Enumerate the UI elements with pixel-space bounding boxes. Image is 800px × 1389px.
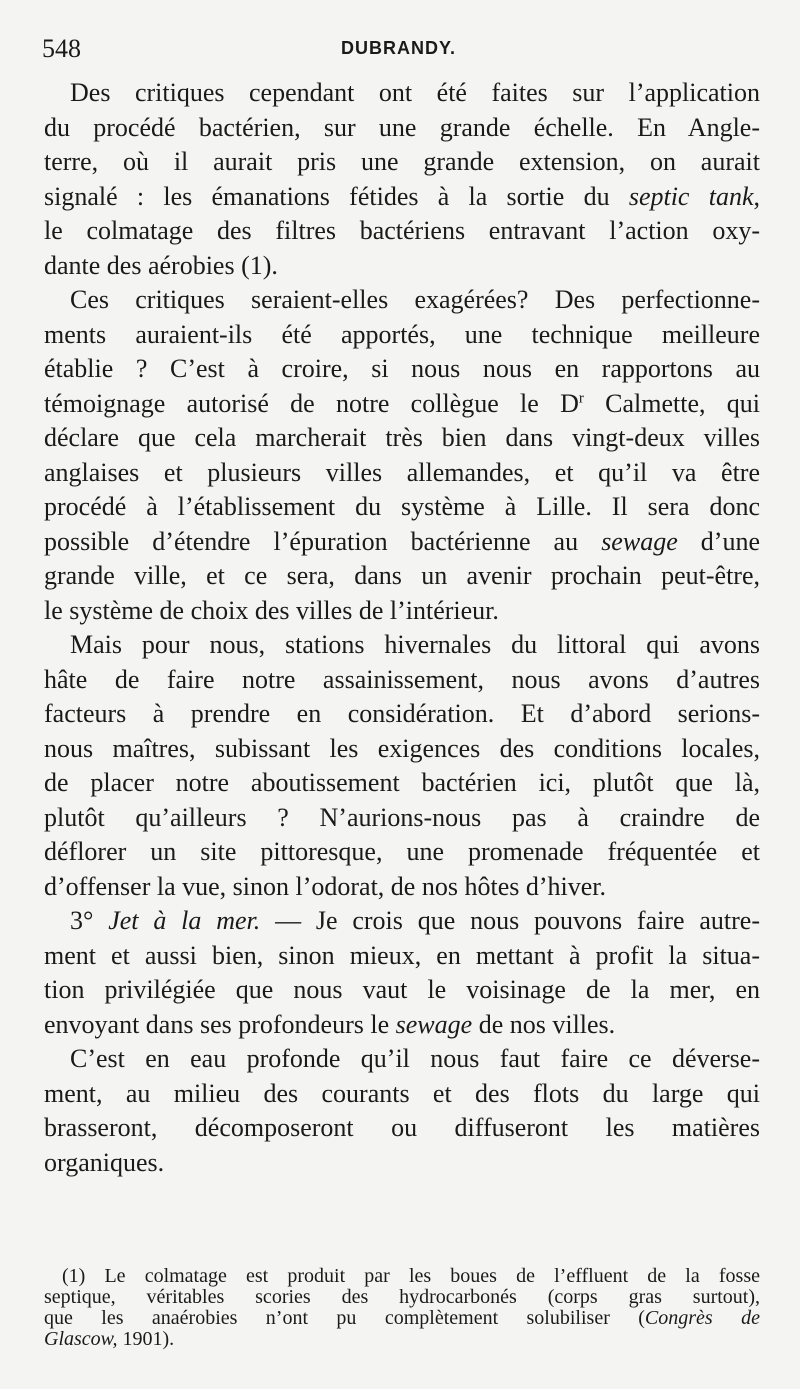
text-line: tion privilégiée que nous vaut le voisinage de la mer, en [44, 975, 760, 1004]
paragraph [44, 283, 760, 628]
text-line: anglaises et plusieurs villes allemandes, et qu’il va être [44, 457, 760, 487]
running-head: DUBRANDY. [340, 38, 456, 58]
text-line: déflorer un site pittoresque, une promenade fréquentée et [44, 837, 760, 866]
paragraph [44, 1042, 760, 1180]
text-line: Ces critiques seraient-elles exagérées? Des perfectionne- [70, 285, 760, 314]
footnote-line: que les anaérobies n’ont pu complètement solubiliser (Congrès de [44, 1307, 760, 1329]
text-line: le système de choix des villes de l’intérieur. [44, 595, 499, 625]
text-line: 3° Jet à la mer. — Je crois que nous pouvons faire autre- [70, 906, 760, 935]
text-line: le colmatage des filtres bactériens entravant l’action oxy- [44, 216, 760, 245]
text-line: de placer notre aboutissement bactérien ici, plutôt que là, [44, 768, 760, 797]
paragraph [44, 904, 760, 1042]
text-line: d’offenser la vue, sinon l’odorat, de nos hôtes d’hiver. [44, 871, 606, 901]
body-text [44, 76, 760, 1180]
text-line: envoyant dans ses profondeurs le sewage de nos villes. [44, 1009, 616, 1039]
text-line: procédé à l’établissement du système à Lille. Il sera donc [44, 492, 760, 521]
text-line: signalé : les émanations fétides à la sortie du septic tank, [44, 181, 760, 211]
footnote [44, 1266, 760, 1350]
text-line: organiques. [44, 1147, 165, 1177]
text-line: Des critiques cependant ont été faites sur l’application [70, 78, 760, 107]
paragraph [44, 76, 760, 283]
text-line: du procédé bactérien, sur une grande échelle. En Angle- [44, 112, 760, 142]
text-line: plutôt qu’ailleurs ? N’aurions-nous pas à craindre de [44, 802, 760, 832]
footnote-line: (1) Le colmatage est produit par les boues de l’effluent de la fosse [62, 1265, 760, 1287]
paragraph [44, 628, 760, 904]
page-number: 548 [42, 34, 81, 63]
text-line: dante des aérobies (1). [44, 250, 278, 280]
text-line: établie ? C’est à croire, si nous nous en rapportons au [44, 354, 760, 383]
page-header [42, 34, 755, 68]
text-line: C’est en eau profonde qu’il nous faut faire ce déverse- [70, 1044, 760, 1073]
footnote-line: Glascow, 1901). [44, 1328, 175, 1350]
text-line: ment, au milieu des courants et des flots du large qui [44, 1078, 760, 1108]
text-line: Mais pour nous, stations hivernales du littoral qui avons [70, 630, 760, 659]
text-line: possible d’étendre l’épuration bactérienne au sewage d’une [44, 526, 761, 556]
footnote-line: septique, véritables scories des hydrocarbonés (corps gras surtout), [44, 1286, 760, 1308]
text-line: ments auraient-ils été apportés, une technique meilleure [44, 319, 760, 349]
text-line: grande ville, et ce sera, dans un avenir prochain peut-être, [44, 561, 760, 590]
text-line: témoignage autorisé de notre collègue le $D^r$ Calmette, qui [44, 388, 760, 418]
text-line: nous maîtres, subissant les exigences des conditions locales, [44, 733, 760, 763]
text-line: brasseront, décomposeront ou diffuseront les matières [44, 1113, 760, 1142]
text-line: ment et aussi bien, sinon mieux, en mettant à profit la situa- [44, 940, 760, 970]
text-line: déclare que cela marcherait très bien dans vingt-deux villes [44, 423, 760, 452]
text-line: hâte de faire notre assainissement, nous avons d’autres [44, 664, 760, 694]
text-line: terre, où il aurait pris une grande extension, on aurait [44, 147, 760, 176]
text-line: facteurs à prendre en considération. Et d’abord serions- [44, 699, 760, 728]
